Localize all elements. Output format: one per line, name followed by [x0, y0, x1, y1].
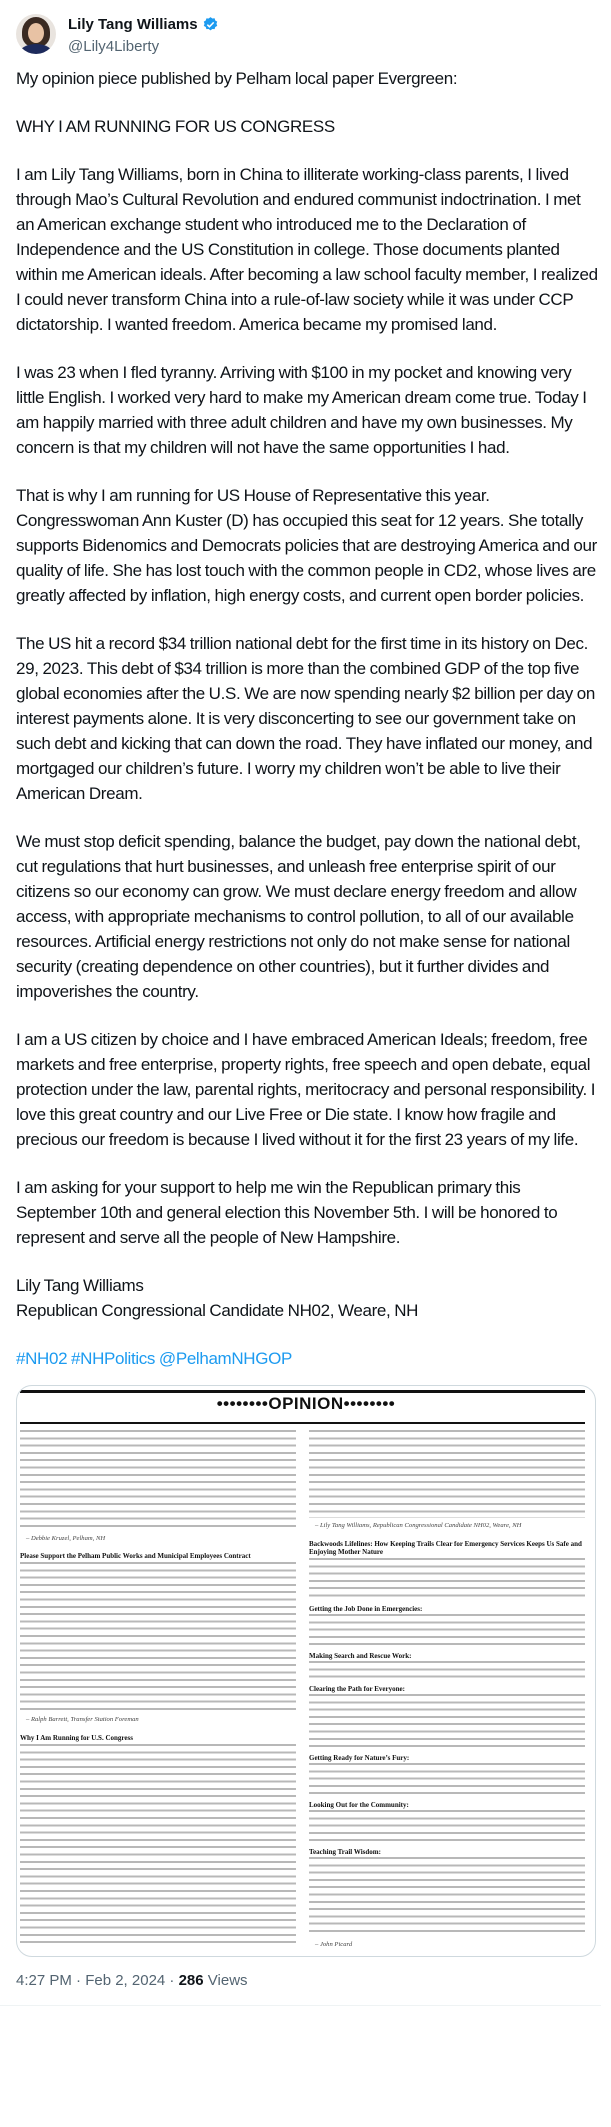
- paragraph: That is why I am running for US House of Representative this year. Congresswoman Ann Kuster (D) has occupied this seat for 12 years. She totally supports Bidenomics and Democrats policies that are destroying America and our quality of life. She has lost touch with the common people in CD2, whose lives are greatly affected by inflation, high energy costs, and current open border policies.: [16, 486, 597, 605]
- heading: Looking Out for the Community:: [309, 1801, 409, 1809]
- author-name-row[interactable]: [68, 16, 219, 33]
- avatar-face: [28, 23, 44, 43]
- paragraph: We must stop deficit spending, balance the budget, pay down the national debt, cut regulations that hurt businesses, and unleash free enterprise spirit of our citizens so our economy can grow. We must declare energy freedom and allow access, with appropriate mechanisms to control pollution, to all of our available resources. Artificial energy restrictions not only do not make sense for national security (creating dependence on other countries), but it further divides and impoverishes the country.: [16, 832, 581, 1001]
- avatar-body: [19, 44, 53, 54]
- text-block: [309, 1558, 585, 1602]
- views-label: Views: [203, 1972, 248, 1989]
- heading: Please Support the Pelham Public Works and Municipal Employees Contract: [20, 1552, 251, 1560]
- paragraph: My opinion piece published by Pelham local paper Evergreen:: [16, 69, 458, 88]
- tweet-text: [16, 66, 602, 1371]
- heading: Getting Ready for Nature’s Fury:: [309, 1754, 410, 1762]
- signature-name: Lily Tang Williams: [16, 1276, 144, 1295]
- opinion-header: ••••••••OPINION••••••••: [216, 1394, 396, 1413]
- timestamp[interactable]: 4:27 PM · Feb 2, 2024 ·: [16, 1972, 179, 1989]
- heading: Why I Am Running for U.S. Congress: [20, 1734, 133, 1742]
- heading: Teaching Trail Wisdom:: [309, 1848, 381, 1856]
- text-block: [309, 1661, 585, 1683]
- views-count: 286: [178, 1972, 204, 1989]
- byline: – Ralph Barrett, Transfer Station Foreman: [26, 1716, 139, 1723]
- verified-badge-icon: [202, 16, 219, 33]
- heading: Making Search and Rescue Work:: [309, 1652, 412, 1660]
- divider: [0, 2005, 601, 2006]
- paragraph: I am Lily Tang Williams, born in China to illiterate working-class parents, I lived through Mao’s Cultural Revolution and endured communist indoctrination. I met an American exchange student who introduced me to the Declaration of Independence and the US Constitution in college. Those documents planted within me American ideals. After becoming a law school faculty member, I realized I could never transform China into a rule-of-law society while it was under CCP dictatorship. I wanted freedom. America became my promised land.: [16, 165, 598, 334]
- text-block: [309, 1857, 585, 1937]
- signature: [16, 1273, 602, 1323]
- rule: [20, 1422, 585, 1424]
- byline: – John Picard: [315, 1941, 353, 1948]
- byline: – Debbie Kruzel, Pelham, NH: [26, 1535, 106, 1542]
- paragraph: I am a US citizen by choice and I have embraced American Ideals; freedom, free markets and free enterprise, property rights, free speech and open debate, equal protection under the law, parental rights, meritocracy and personal responsibility. I love this great country and our Live Free or Die state. I know how fragile and precious our freedom is because I lived without it for the first 23 years of my life.: [16, 1030, 596, 1149]
- text-block: [20, 1744, 296, 1944]
- rule: [20, 1390, 585, 1393]
- byline: – Lily Tang Williams, Republican Congressional Candidate NH02, Weare, NH: [315, 1522, 522, 1529]
- tweet-header: [0, 0, 611, 64]
- author-handle[interactable]: @Lily4Liberty: [68, 38, 160, 55]
- paragraph: WHY I AM RUNNING FOR US CONGRESS: [16, 117, 335, 136]
- author-name[interactable]: Lily Tang Williams: [68, 16, 198, 33]
- text-block: [309, 1763, 585, 1799]
- paragraph: The US hit a record $34 trillion national debt for the first time in its history on Dec. 29, 2023. This debt of $34 trillion is more than the combined GDP of the top five global economies after the U.S. We are now spending nearly $2 billion per day on interest payments alone. It is very disconcerting to see our government take on such debt and kicking that can down the road. They have inflated our money, and mortgaged our children’s future. I worry my children won’t be able to live their American Dream.: [16, 634, 595, 803]
- paragraph: I was 23 when I fled tyranny. Arriving with $100 in my pocket and knowing very little English. I worked very hard to make my American dream come true. Today I am happily married with three adult children and have my own businesses. My concern is that my children will not have the same opportunities I had.: [16, 363, 587, 457]
- paragraph: I am asking for your support to help me win the Republican primary this September 10th and general election this November 5th. I will be honored to represent and serve all the people of New Hampshire.: [16, 1178, 558, 1247]
- text-block: [20, 1562, 296, 1712]
- hashtags[interactable]: #NH02 #NHPolitics @PelhamNHGOP: [16, 1349, 292, 1368]
- text-block: [309, 1430, 585, 1518]
- heading: Backwoods Lifelines: How Keeping Trails Clear for Emergency Services Keeps Us Safe and Enjoying Mother Nature: [309, 1540, 582, 1556]
- avatar[interactable]: [16, 14, 56, 54]
- text-block: [309, 1810, 585, 1846]
- text-block: [309, 1614, 585, 1650]
- heading: Clearing the Path for Everyone:: [309, 1685, 405, 1693]
- text-block: [20, 1430, 296, 1530]
- tweet-meta: [16, 1971, 611, 1991]
- text-block: [309, 1694, 585, 1752]
- signature-title: Republican Congressional Candidate NH02, Weare, NH: [16, 1301, 419, 1320]
- heading: Getting the Job Done in Emergencies:: [309, 1605, 423, 1613]
- newspaper-image[interactable]: [16, 1385, 596, 1957]
